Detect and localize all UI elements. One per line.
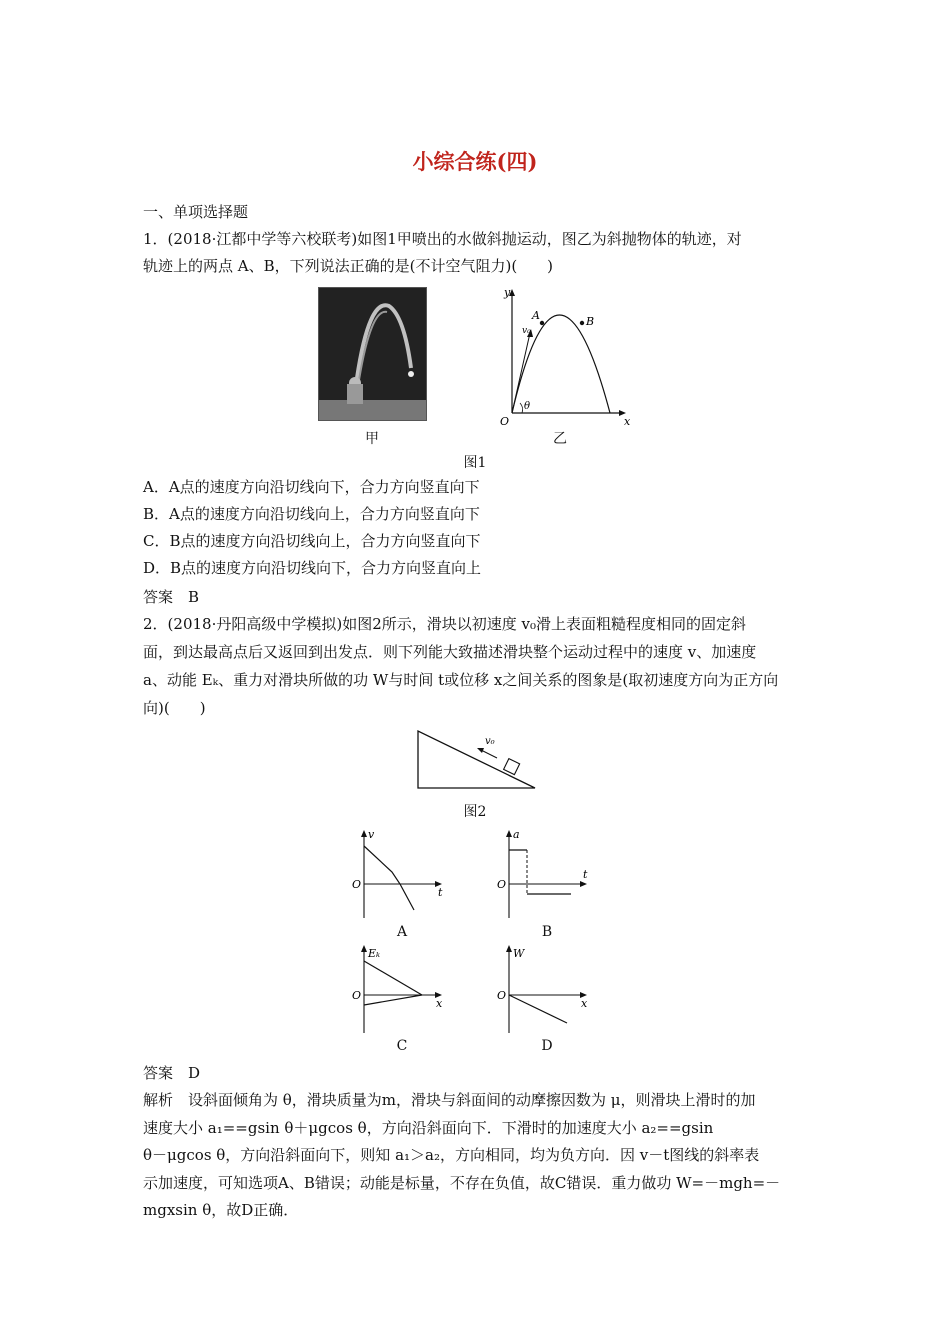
q1-option-c: C．B点的速度方向沿切线向上，合力方向竖直向下 [143,532,481,550]
graph-a-origin: O [352,878,362,891]
point-b-label: B [586,315,595,328]
graph-b [495,828,595,923]
q2-analysis-line5: mgxsin θ，故D正确． [143,1201,299,1219]
q2-analysis-line4: 示加速度，可知选项A、B错误；动能是标量，不存在负值，故C错误．重力做功 W=－mgh=－ [143,1174,781,1192]
section-heading: 一、单项选择题 [143,203,249,221]
graph-b-y-label: a [513,828,520,841]
q2-stem-line3: a、动能 Eₖ、重力对滑块所做的功 W与时间 t或位移 x之间关系的图象是(取初速度方向为正方向 [143,671,779,689]
graph-d-y-label: W [513,947,525,960]
x-axis-label: x [624,415,631,428]
incline-diagram [415,728,540,794]
graph-d-x-label: x [581,997,588,1010]
graph-a-y-label: v [368,828,375,841]
y-axis-label: y [504,286,511,299]
photo-caption: 甲 [365,431,379,447]
graph-c-y-label: Eₖ [368,947,381,960]
q2-analysis-line2: 速度大小 a₁==gsin θ＋μgcos θ，方向沿斜面向下．下滑时的加速度大小 a₂==gsin [143,1119,714,1137]
graph-a-caption: A [396,924,408,940]
graph-d-caption: D [541,1038,553,1054]
q2-analysis-line3: θ－μgcos θ，方向沿斜面向下，则知 a₁＞a₂，方向相同，均为负方向．因 v－t图线的斜率表 [143,1146,760,1164]
q1-answer: 答案 B [143,588,200,606]
q1-option-d: D．B点的速度方向沿切线向下，合力方向竖直向上 [143,559,482,577]
graph-c-origin: O [352,989,362,1002]
q2-answer: 答案 D [143,1064,201,1082]
q2-stem-line2: 面，到达最高点后又返回到出发点．则下列能大致描述滑块整个运动过程中的速度 v、加速度 [143,643,757,661]
figure-2-caption: 图2 [463,804,487,820]
figure-1-caption: 图1 [463,455,487,471]
graph-c [350,943,450,1038]
graph-d [495,943,595,1038]
graph-a [350,828,450,923]
q1-stem-line2: 轨迹上的两点 A、B，下列说法正确的是(不计空气阻力)( ) [143,257,554,275]
incline-v0-label: v₀ [485,736,495,747]
v0-label: v₀ [522,326,531,336]
trajectory-diagram [490,285,640,435]
graph-c-x-label: x [436,997,443,1010]
theta-label: θ [524,401,531,412]
fountain-photo [318,287,427,421]
q2-stem-line1: 2．(2018·丹阳高级中学模拟)如图2所示，滑块以初速度 v₀滑上表面粗糙程度相同的固定斜 [143,615,746,633]
q2-analysis-line1: 解析 设斜面倾角为 θ，滑块质量为m，滑块与斜面间的动摩擦因数为 μ，则滑块上滑时的加 [143,1091,756,1109]
graph-b-x-label: t [583,868,588,881]
point-a-label: A [532,309,540,322]
q1-option-b: B．A点的速度方向沿切线向上，合力方向竖直向下 [143,505,480,523]
q1-option-a: A．A点的速度方向沿切线向下，合力方向竖直向下 [143,478,480,496]
page-title: 小综合练(四) [412,149,538,174]
graph-b-caption: B [541,924,553,940]
graph-c-caption: C [396,1038,408,1054]
q2-stem-line4: 向)( ) [143,699,206,717]
graph-d-origin: O [497,989,507,1002]
q1-stem-line1: 1．(2018·江都中学等六校联考)如图1甲喷出的水做斜抛运动，图乙为斜抛物体的轨迹，对 [143,230,742,248]
graph-b-origin: O [497,878,507,891]
graph-a-x-label: t [438,886,443,899]
origin-label: O [500,415,510,428]
diagram-caption: 乙 [553,431,567,447]
